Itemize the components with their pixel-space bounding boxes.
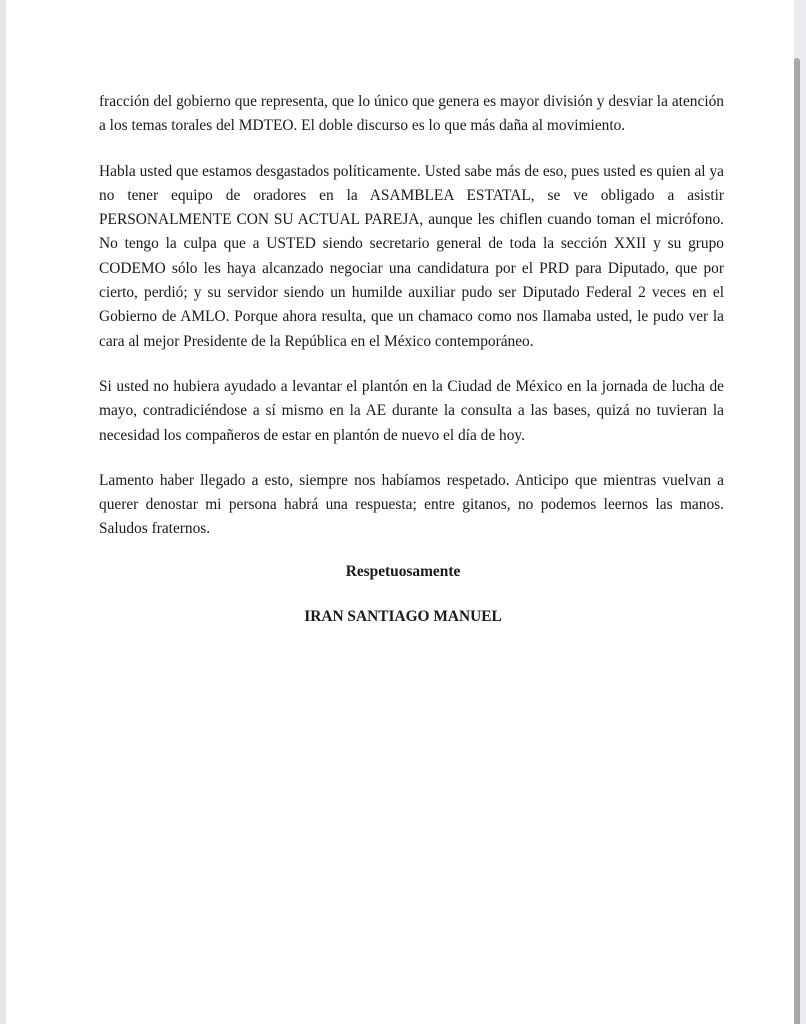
closing-salutation: Respetuosamente (345, 563, 461, 580)
paragraph-4: Lamento haber llegado a esto, siempre nos habíamos respetado. Anticipo que mientras vuelvan a querer denostar mi persona habrá una respuesta; entre gitanos, no podemos leernos las manos. Saludos fraternos. (99, 471, 724, 538)
document-body (99, 90, 724, 563)
paragraph-3: Si usted no hubiera ayudado a levantar el plantón en la Ciudad de México en la jornada de lucha de mayo, contradiciéndose a sí mismo en la AE durante la consulta a las bases, quizá no tuvieran la necesidad los compañeros de estar en plantón de nuevo el día de hoy. (99, 377, 724, 444)
paragraph-1: fracción del gobierno que representa, que lo único que genera es mayor división y desviar la atención a los temas torales del MDTEO. El doble discurso es lo que más daña al movimiento. (99, 93, 724, 135)
signature-name: IRAN SANTIAGO MANUEL (304, 608, 502, 625)
scrollbar-thumb[interactable] (794, 58, 800, 1024)
document-page (6, 0, 794, 1024)
paragraph-2: Habla usted que estamos desgastados políticamente. Usted sabe más de eso, pues usted es quien al ya no tener equipo de oradores en la ASAMBLEA ESTATAL, se ve obligado a asistir PERSONALMENTE CON SU ACTUAL PAREJA, aunque les chiflen cuando toman el micrófono. No tengo la culpa que a USTED siendo secretario general de toda la sección XXII y su grupo CODEMO sólo les haya alcanzado negociar una candidatura por el PRD para Diputado, que por cierto, perdió; y su servidor siendo un humilde auxiliar pudo ser Diputado Federal 2 veces en el Gobierno de AMLO. Porque ahora resulta, que un chamaco como nos llamaba usted, le pudo ver la cara al mejor Presidente de la República en el México contemporáneo. (99, 162, 724, 350)
